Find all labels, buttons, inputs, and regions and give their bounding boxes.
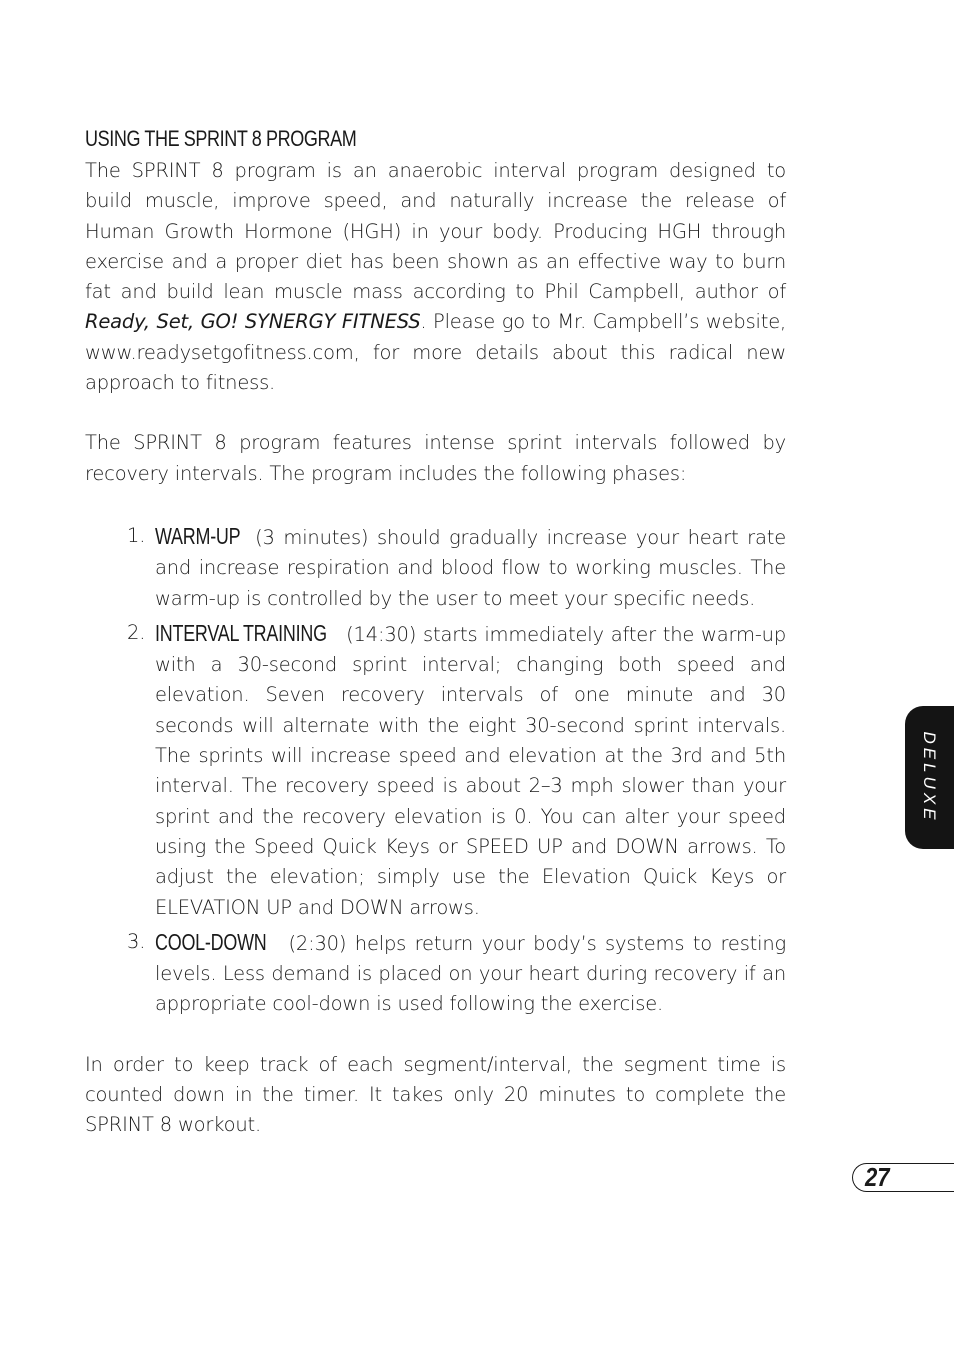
- phase-number: 2.: [127, 620, 146, 644]
- intro-text-start: The SPRINT 8 program is an anaerobic interval program designed to build muscle, improve speed, and naturally increase the release of Human Growth Hormone (HGH) in your body. Producing HGH through exercise and a proper diet has been shown as an effective way to burn fat and build lean muscle mass according to Phil Campbell, author of: [85, 159, 786, 304]
- section-heading: USING THE SPRINT 8 PROGRAM: [85, 126, 357, 151]
- phase-number: 1.: [127, 523, 146, 547]
- phase-term: INTERVAL TRAINING: [155, 619, 327, 646]
- page-number-box: [852, 1163, 954, 1192]
- features-paragraph: The SPRINT 8 program features intense sprint intervals followed by recovery intervals. The program includes the following phases:: [85, 431, 786, 485]
- side-tab: [905, 706, 954, 849]
- page-content: [85, 124, 786, 1141]
- phase-description: (3 minutes) should gradually increase your heart rate and increase respiration and blood flow to working muscles. The warm-up is controlled by the user to meet your specific needs.: [155, 525, 786, 610]
- phase-list: [85, 521, 786, 1020]
- closing-paragraph: In order to keep track of each segment/interval, the segment time is counted down in the timer. It takes only 20 minutes to complete the SPRINT 8 workout.: [85, 1052, 786, 1137]
- phase-term: COOL-DOWN: [155, 928, 267, 955]
- phase-number: 3.: [127, 929, 146, 953]
- intro-paragraph: [85, 156, 786, 398]
- phase-description: (2:30) helps return your body’s systems to resting levels. Less demand is placed on your heart during recovery if an appropriate cool-down is used following the exercise.: [155, 931, 786, 1016]
- side-tab-label: DELUXE: [920, 731, 939, 824]
- phase-description: (14:30) starts immediately after the warm-up with a 30-second sprint interval; changing both speed and elevation. Seven recovery intervals of one minute and 30 seconds will alternate with the eight 30-second sprint intervals. The sprints will increase speed and elevation at the 3rd and 5th interval. The recovery speed is about 2–3 mph slower than your sprint and the recovery elevation is 0. You can alter your speed using the Speed Quick Keys or SPEED UP and DOWN arrows. To adjust the elevation; simply use the Elevation Quick Keys or ELEVATION UP and DOWN arrows.: [155, 622, 786, 919]
- phase-item-interval-training: [85, 618, 786, 923]
- book-title: Ready, Set, GO! SYNERGY FITNESS: [85, 310, 421, 334]
- page-number: 27: [865, 1162, 890, 1192]
- phase-term: WARM-UP: [155, 522, 241, 549]
- phase-item-cool-down: [85, 927, 786, 1020]
- phase-item-warm-up: [85, 521, 786, 614]
- intro-text-end: . Please go to Mr. Campbell’s website, www.readysetgofitness.com, for more details about this radical new approach to fitness.: [85, 310, 786, 395]
